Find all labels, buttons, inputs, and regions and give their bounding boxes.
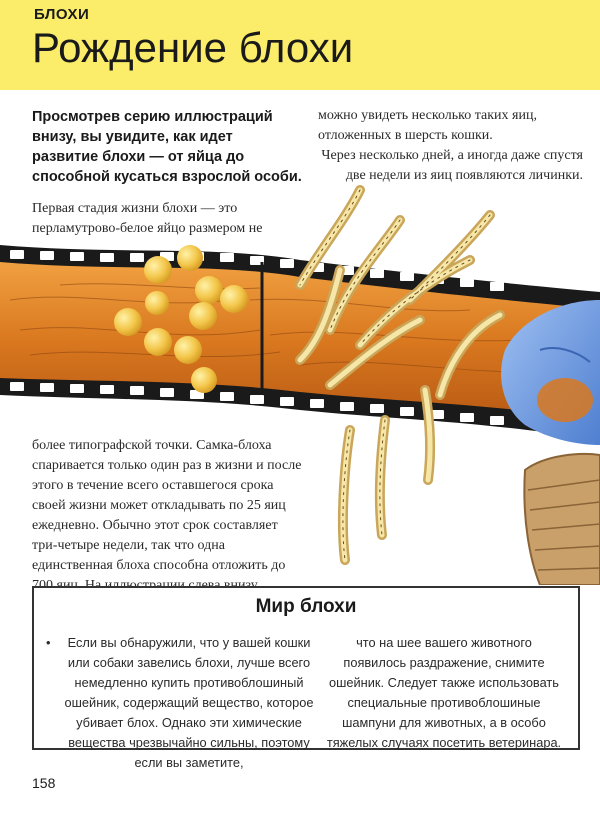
info-box-title: Мир блохи bbox=[255, 596, 357, 617]
page-number: 158 bbox=[32, 775, 56, 791]
intro-paragraph: Просмотрев серию иллюстраций внизу, вы увидите, как идет развитие блохи — от яйца до способной кусаться взрослой особи. bbox=[32, 109, 302, 185]
body-paragraph-left-top: Первая стадия жизни блохи — это перламутрово-белое яйцо размером не bbox=[32, 201, 263, 236]
body-paragraph-right-1: можно увидеть несколько таких яиц, отложенных в шерсть кошки. bbox=[318, 108, 537, 143]
bullet-marker: • bbox=[46, 635, 51, 650]
header-band bbox=[0, 0, 600, 90]
info-box-text-left: Если вы обнаружили, что у вашей кошки или собаки завелись блохи, лучше всего немедленно купить противоблошиный ошейник, содержащий вещество, которое убивает блох. Однако эти химические вещества чрезвычайно сильны, поэтому если вы заметите, bbox=[64, 635, 314, 770]
info-box-column-right bbox=[324, 633, 564, 753]
wicker-basket bbox=[524, 454, 600, 585]
info-box-column-left bbox=[46, 633, 320, 773]
page-title: Рождение блохи bbox=[32, 24, 354, 71]
section-label: БЛОХИ bbox=[34, 6, 90, 23]
info-box bbox=[32, 586, 580, 770]
body-paragraph-right-2: Через несколько дней, а иногда даже спустя две недели из яиц появляются личинки. bbox=[321, 148, 583, 183]
body-paragraph-left-bottom: более типографской точки. Самка-блоха спаривается только один раз в жизни и после этого в течение всего оставшегося срока своей жизни может откладывать по 25 яиц ежедневно. Обычно этот срок составляет три-четыре недели, так что одна единственная блоха способна отложить до bbox=[32, 438, 302, 573]
info-box-text-right: что на шее вашего животного появилось раздражение, снимите ошейник. Следует также использовать специальные противоблошиные шампуни для животных, а в особо тяжелых случаях посетить ветеринара. bbox=[326, 635, 562, 750]
